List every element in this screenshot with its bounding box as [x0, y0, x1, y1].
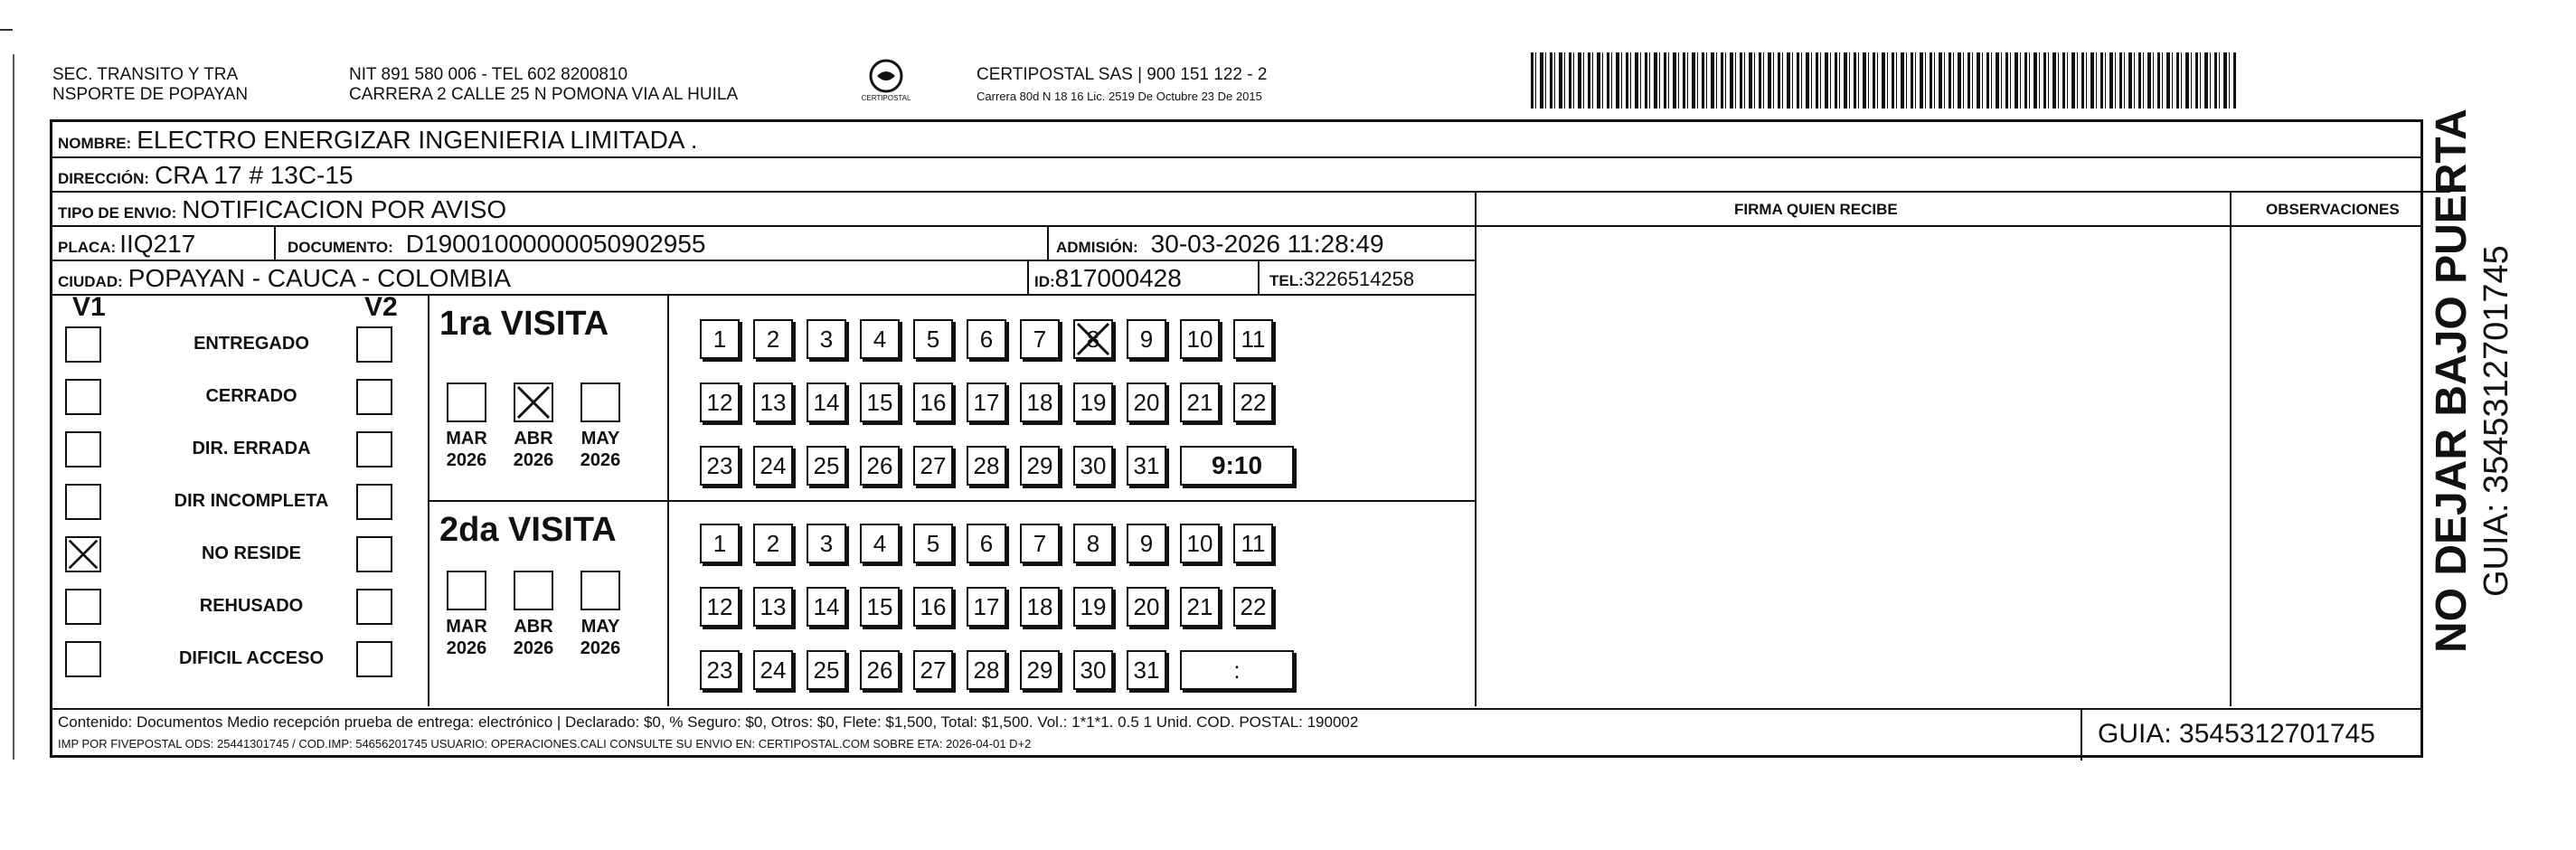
nombre-value: ELECTRO ENERGIZAR INGENIERIA LIMITADA . [137, 126, 698, 154]
visit1-day-9[interactable]: 9 [1127, 319, 1166, 359]
v2-checkbox-4[interactable] [356, 484, 392, 520]
visit1-day-23[interactable]: 23 [700, 446, 740, 486]
visit2-day-26[interactable]: 26 [860, 650, 900, 690]
visit1-day-5[interactable]: 5 [913, 319, 953, 359]
visit2-day-27[interactable]: 27 [913, 650, 953, 690]
v1-label: V1 [72, 292, 106, 322]
visit2-month-abr-checkbox[interactable] [514, 571, 553, 610]
v1-checkbox-7[interactable] [65, 641, 101, 677]
v2-checkbox-5[interactable] [356, 536, 392, 572]
nombre-label: NOMBRE: [58, 135, 132, 152]
left-margin-rule [13, 54, 14, 760]
v1-checkbox-6[interactable] [65, 589, 101, 625]
visit1-day-10[interactable]: 10 [1180, 319, 1220, 359]
divider-observaciones [2230, 193, 2232, 706]
visit1-day-25[interactable]: 25 [807, 446, 846, 486]
visit2-day-17[interactable]: 17 [967, 587, 1006, 627]
visit2-day-7[interactable]: 7 [1020, 524, 1060, 563]
v2-checkbox-2[interactable] [356, 379, 392, 415]
placa-value: IIQ217 [119, 230, 196, 258]
visit1-day-29[interactable]: 29 [1020, 446, 1060, 486]
tel-label: TEL: [1269, 272, 1304, 289]
v1-checkbox-5[interactable] [65, 536, 101, 572]
barcode [1531, 52, 2236, 109]
visit1-day-27[interactable]: 27 [913, 446, 953, 486]
v2-label: V2 [364, 292, 398, 322]
visit1-day-14[interactable]: 14 [807, 382, 846, 422]
v2-checkbox-1[interactable] [356, 326, 392, 363]
direccion-label: DIRECCIÓN: [58, 170, 150, 187]
visit1-day-22[interactable]: 22 [1233, 382, 1273, 422]
footer-imp: IMP POR FIVEPOSTAL ODS: 25441301745 / COD.IMP: 54656201745 USUARIO: OPERACIONES.CALI CONSULTE SU ENVIO EN: CERTIPOSTAL.COM SOBRE ETA: 2026-04-01 D+2 [58, 737, 1032, 751]
visit1-day-6[interactable]: 6 [967, 319, 1006, 359]
logo-text: CERTIPOSTAL [861, 94, 911, 102]
documento-value: D19001000000050902955 [405, 230, 706, 258]
row-ciudad [52, 261, 1475, 296]
v1-checkbox-2[interactable] [65, 379, 101, 415]
visit2-day-20[interactable]: 20 [1127, 587, 1166, 627]
status-label: DIR INCOMPLETA [174, 491, 329, 511]
visit1-month-mar-checkbox[interactable] [447, 382, 486, 422]
visit1-day-26[interactable]: 26 [860, 446, 900, 486]
courier-line-2: Carrera 80d N 18 16 Lic. 2519 De Octubre 23 De 2015 [977, 90, 1262, 103]
check-x-icon [515, 384, 552, 420]
visit2-day-1[interactable]: 1 [700, 524, 740, 563]
placa-label: PLACA: [58, 239, 117, 256]
visit2-day-14[interactable]: 14 [807, 587, 846, 627]
address-line: CARRERA 2 CALLE 25 N POMONA VIA AL HUILA [349, 85, 739, 104]
visit1-day-20[interactable]: 20 [1127, 382, 1166, 422]
visit1-day-4[interactable]: 4 [860, 319, 900, 359]
visit2-day-11[interactable]: 11 [1233, 524, 1273, 563]
visit1-day-12[interactable]: 12 [700, 382, 740, 422]
visit1-month-label: ABR 2026 [513, 429, 554, 470]
visit2-day-22[interactable]: 22 [1233, 587, 1273, 627]
visit2-month-label: ABR 2026 [513, 617, 554, 658]
visit1-month-abr-checkbox[interactable] [514, 382, 553, 422]
visit1-day-28[interactable]: 28 [967, 446, 1006, 486]
v1-checkbox-3[interactable] [65, 431, 101, 468]
row-nombre [52, 122, 2420, 158]
certipostal-logo-icon [859, 58, 913, 109]
visit1-day-21[interactable]: 21 [1180, 382, 1220, 422]
visit1-day-7[interactable]: 7 [1020, 319, 1060, 359]
visit2-day-13[interactable]: 13 [753, 587, 793, 627]
visit2-month-label: MAR 2026 [446, 617, 487, 658]
footer-contenido: Contenido: Documentos Medio recepción prueba de entrega: electrónico | Declarado: $0, % Seguro: $0, Otros: $0, Flete: $1,500, Total: $1,500. Vol.: 1*1*1. 0.5 1 Unid. COD. POSTAL: 190002 [58, 713, 1359, 731]
visit1-day-11[interactable]: 11 [1233, 319, 1273, 359]
v2-checkbox-6[interactable] [356, 589, 392, 625]
ciudad-label: CIUDAD: [58, 273, 123, 290]
visit1-day-19[interactable]: 19 [1073, 382, 1113, 422]
visit2-day-5[interactable]: 5 [913, 524, 953, 563]
side-warning: NO DEJAR BAJO PUERTA [2428, 109, 2476, 653]
row-placa [52, 227, 1475, 261]
visit2-day-4[interactable]: 4 [860, 524, 900, 563]
sender-line-2: NSPORTE DE POPAYAN [52, 85, 249, 104]
tipo-value: NOTIFICACION POR AVISO [182, 195, 507, 223]
visit2-day-24[interactable]: 24 [753, 650, 793, 690]
status-label: DIFICIL ACCESO [178, 648, 324, 668]
nit-line: NIT 891 580 006 - TEL 602 8200810 [349, 65, 628, 84]
visit1-day-13[interactable]: 13 [753, 382, 793, 422]
visit2-month-mar-checkbox[interactable] [447, 571, 486, 610]
admision-value: 30-03-2026 11:28:49 [1150, 230, 1384, 258]
visit2-month-label: MAY 2026 [580, 617, 621, 658]
status-label: REHUSADO [199, 596, 304, 616]
status-label: NO RESIDE [201, 543, 302, 563]
id-value: 817000428 [1054, 264, 1182, 292]
visit2-day-30[interactable]: 30 [1073, 650, 1113, 690]
footer-guia: GUIA: 3545312701745 [2098, 719, 2375, 749]
delivery-form [50, 119, 2423, 758]
status-label: ENTREGADO [193, 334, 309, 354]
visit1-day-16[interactable]: 16 [913, 382, 953, 422]
visit2-day-6[interactable]: 6 [967, 524, 1006, 563]
visit2-day-28[interactable]: 28 [967, 650, 1006, 690]
visit1-day-2[interactable]: 2 [753, 319, 793, 359]
tipo-label: TIPO DE ENVIO: [58, 204, 177, 222]
visit1-day-30[interactable]: 30 [1073, 446, 1113, 486]
firma-label: FIRMA QUIEN RECIBE [1734, 201, 1898, 218]
left-margin-mark [0, 29, 13, 31]
check-x-icon [67, 538, 99, 571]
divider-firma [1475, 227, 1477, 706]
v1-checkbox-1[interactable] [65, 326, 101, 363]
visit2-day-31[interactable]: 31 [1127, 650, 1166, 690]
status-label: CERRADO [205, 386, 297, 406]
side-guia: GUIA: 3545312701745 [2477, 245, 2515, 597]
visit1-month-may-checkbox[interactable] [580, 382, 620, 422]
v2-checkbox-3[interactable] [356, 431, 392, 468]
visit2-day-21[interactable]: 21 [1180, 587, 1220, 627]
visit1-day-1[interactable]: 1 [700, 319, 740, 359]
visit1-month-label: MAR 2026 [446, 429, 487, 470]
visit2-day-19[interactable]: 19 [1073, 587, 1113, 627]
visit2-day-23[interactable]: 23 [700, 650, 740, 690]
row-direccion [52, 158, 2450, 193]
visit1-day-31[interactable]: 31 [1127, 446, 1166, 486]
visit2-day-15[interactable]: 15 [860, 587, 900, 627]
visit1-month-label: MAY 2026 [580, 429, 621, 470]
status-label: DIR. ERRADA [192, 439, 311, 458]
visit2-day-3[interactable]: 3 [807, 524, 846, 563]
v1-checkbox-4[interactable] [65, 484, 101, 520]
visit2-day-29[interactable]: 29 [1020, 650, 1060, 690]
visit2-day-9[interactable]: 9 [1127, 524, 1166, 563]
visit2-day-16[interactable]: 16 [913, 587, 953, 627]
visit1-day-18[interactable]: 18 [1020, 382, 1060, 422]
sender-line-1: SEC. TRANSITO Y TRA [52, 65, 239, 84]
visit2-day-8[interactable]: 8 [1073, 524, 1113, 563]
visit1-day-17[interactable]: 17 [967, 382, 1006, 422]
visit2-month-may-checkbox[interactable] [580, 571, 620, 610]
visit1-day-15[interactable]: 15 [860, 382, 900, 422]
visit1-day-8[interactable]: 8 [1073, 319, 1113, 359]
visit1-day-3[interactable]: 3 [807, 319, 846, 359]
visit2-time-field[interactable]: : [1180, 650, 1294, 690]
visit1-time-field[interactable]: 9:10 [1180, 446, 1294, 486]
direccion-value: CRA 17 # 13C-15 [155, 161, 354, 189]
id-label: ID: [1034, 273, 1055, 290]
visit1-day-24[interactable]: 24 [753, 446, 793, 486]
observaciones-label: OBSERVACIONES [2266, 201, 2400, 218]
admision-label: ADMISIÓN: [1056, 239, 1138, 256]
visit2-day-25[interactable]: 25 [807, 650, 846, 690]
courier-line-1: CERTIPOSTAL SAS | 900 151 122 - 2 [977, 65, 1268, 84]
tel-value: 3226514258 [1303, 268, 1415, 290]
ciudad-value: POPAYAN - CAUCA - COLOMBIA [127, 264, 511, 292]
row-tipo [52, 193, 2420, 227]
documento-label: DOCUMENTO: [288, 239, 393, 256]
visit1-title: 1ra VISITA [439, 305, 609, 343]
visit2-title: 2da VISITA [439, 511, 617, 549]
v2-checkbox-7[interactable] [356, 641, 392, 677]
visit2-day-12[interactable]: 12 [700, 587, 740, 627]
visit2-day-2[interactable]: 2 [753, 524, 793, 563]
visit2-day-10[interactable]: 10 [1180, 524, 1220, 563]
visit2-day-18[interactable]: 18 [1020, 587, 1060, 627]
